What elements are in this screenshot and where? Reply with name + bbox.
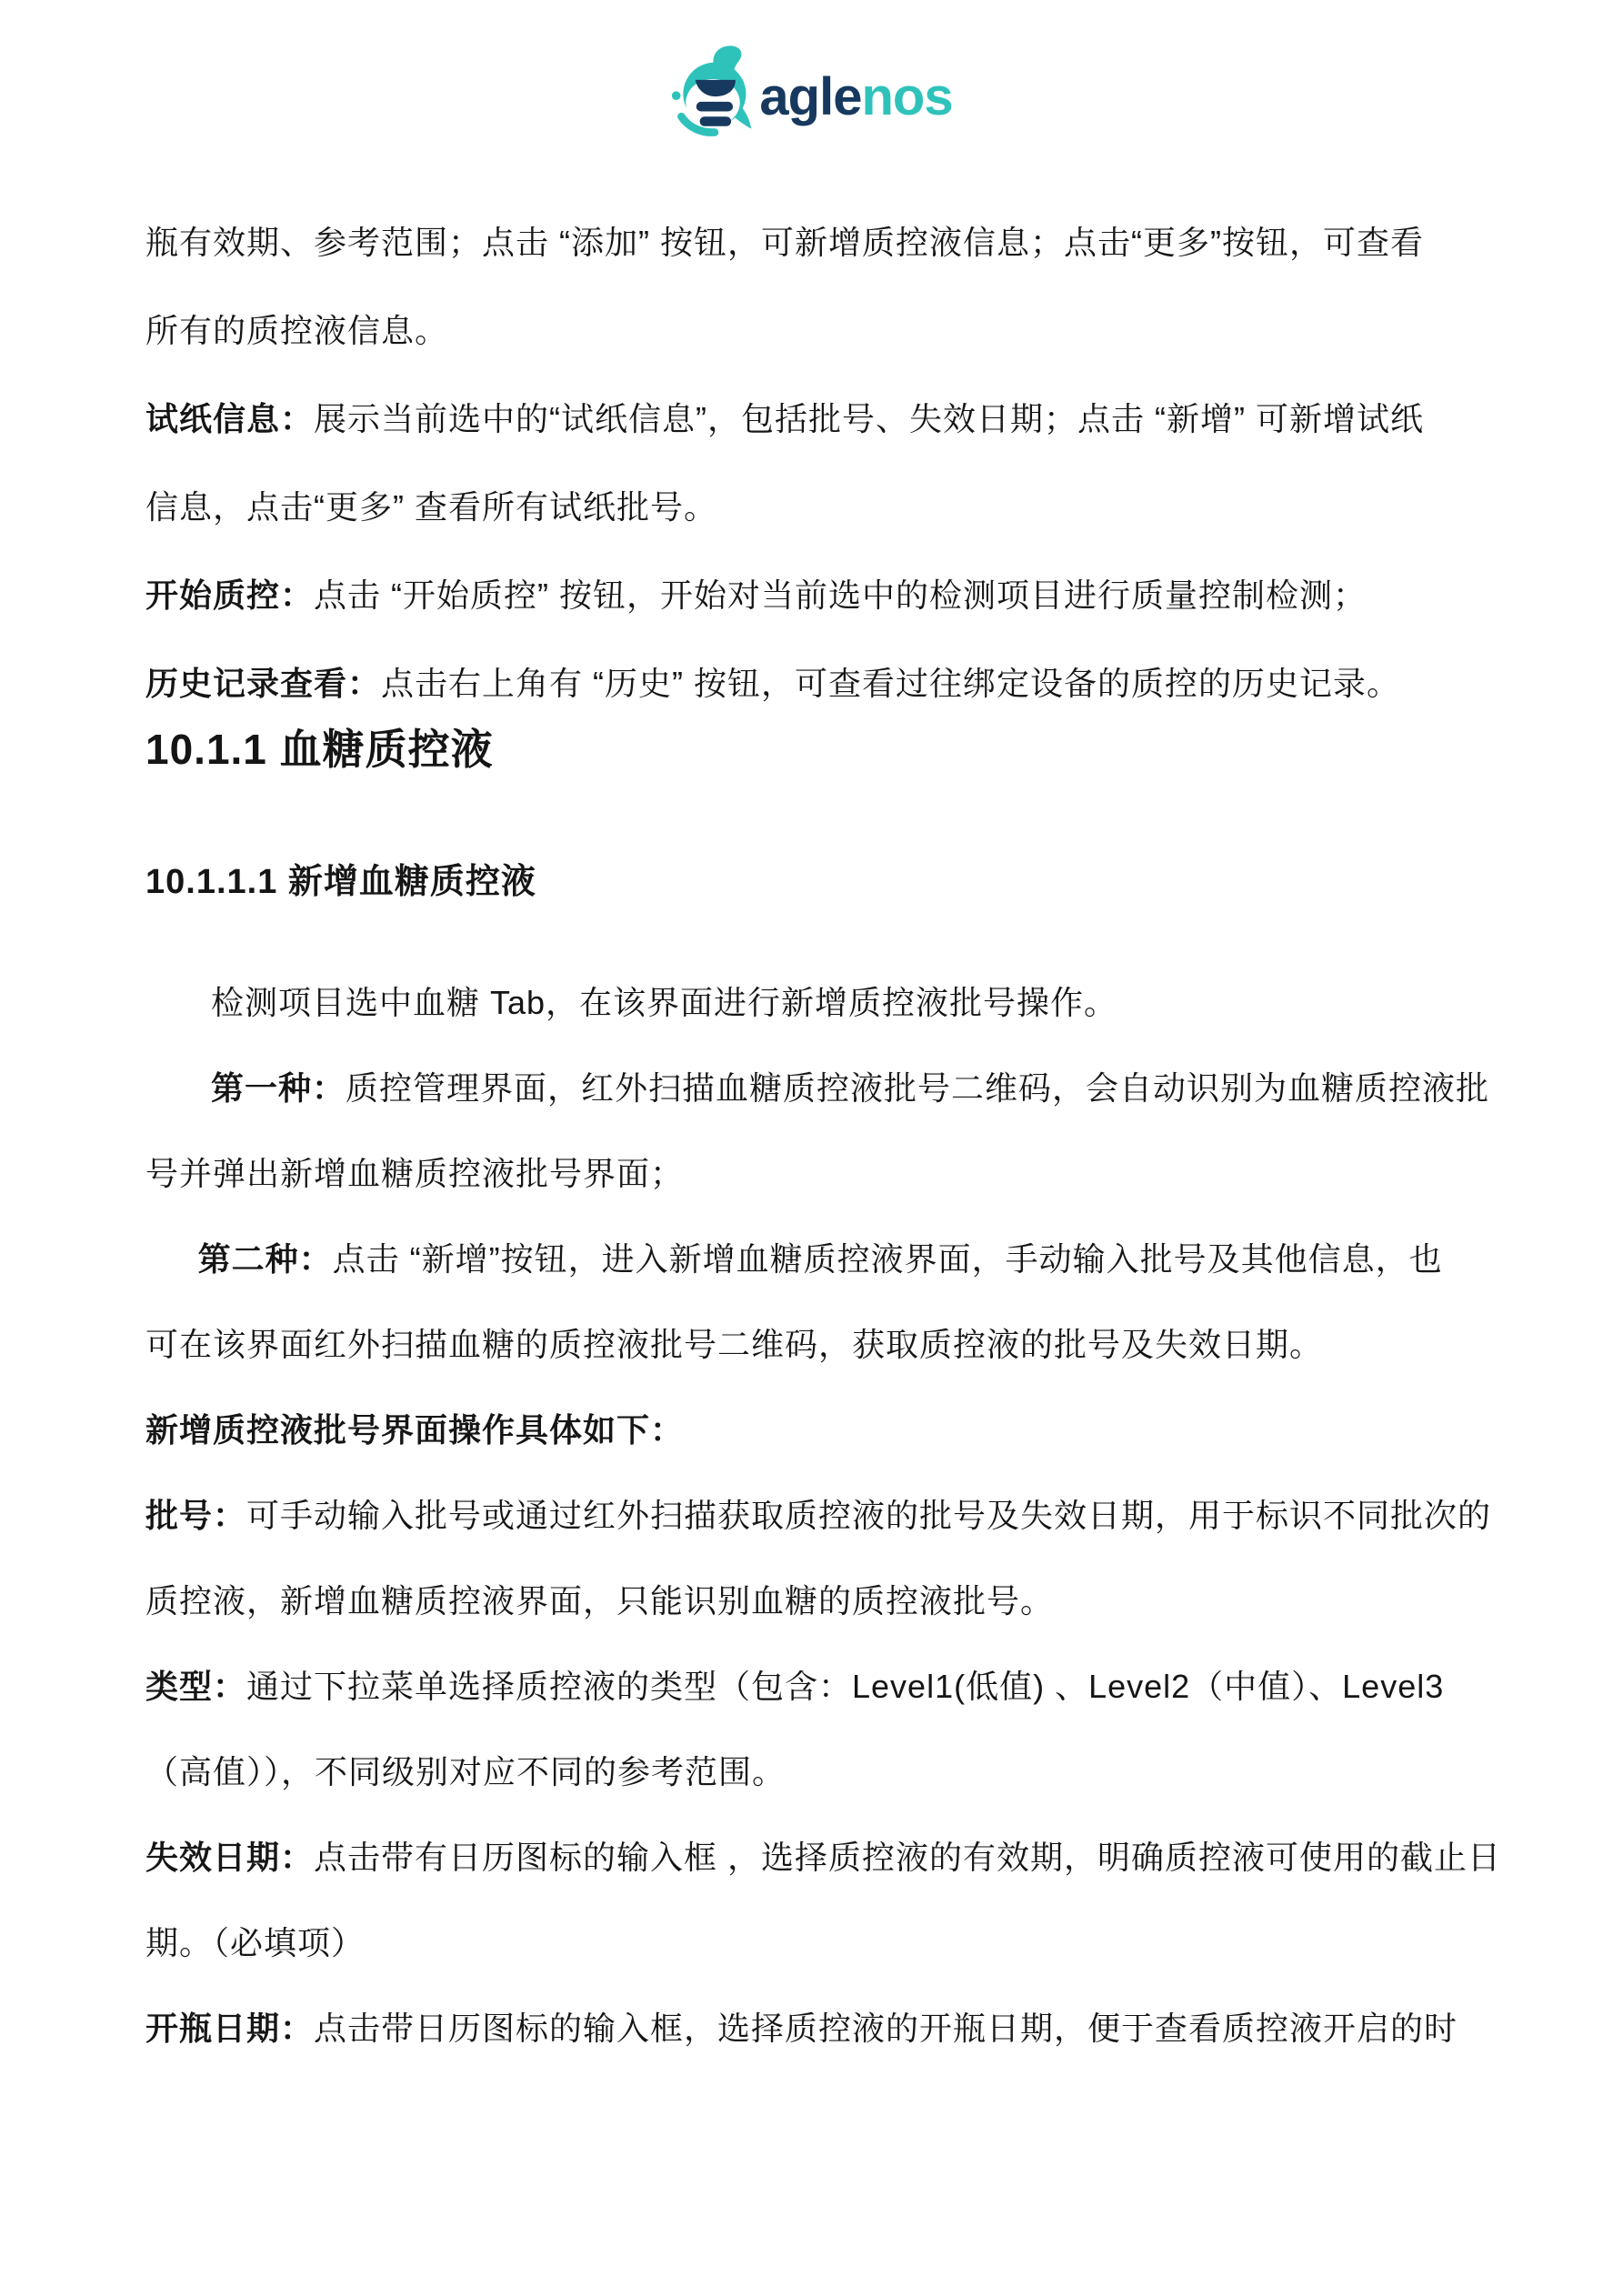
paragraph-text: 期。（必填项） — [145, 1923, 366, 1961]
paragraph-line — [145, 1898, 1532, 1983]
paragraph-text: 点击 “新增”按钮，进入新增血糖质控液界面，手动输入批号及其他信息，也 — [332, 1239, 1443, 1278]
paragraph-text: 展示当前选中的“试纸信息”，包括批号、失效日期；点击 “新增” 可新增试纸 — [314, 400, 1424, 437]
brand-suffix: nos — [861, 67, 953, 126]
paragraph-lead: 开始质控： — [145, 577, 315, 614]
paragraph-line — [145, 1214, 1532, 1299]
paragraph-line — [145, 285, 1532, 373]
paragraph-text: 点击带日历图标的输入框，选择质控液的开瓶日期，便于查看质控液开启的时 — [314, 2009, 1458, 2047]
body-paragraphs — [145, 958, 1532, 2069]
paragraph-line — [145, 1043, 1532, 1128]
paragraph-line — [145, 1385, 1532, 1470]
paragraph-text: 可在该界面红外扫描血糖的质控液批号二维码，获取质控液的批号及失效日期。 — [145, 1325, 1324, 1363]
paragraph-line — [145, 1299, 1532, 1385]
paragraph-line — [145, 958, 1532, 1043]
paragraph-lead: 批号： — [145, 1496, 247, 1534]
paragraph-line — [145, 1983, 1532, 2069]
paragraph-text: 号并弹出新增血糖质控液批号界面； — [145, 1154, 685, 1192]
paragraph-text: 通过下拉菜单选择质控液的类型（包含：Level1(低值) 、Level2（中值）、Level3 — [246, 1667, 1445, 1705]
paragraph-text: 点击 “开始质控” 按钮，开始对当前选中的检测项目进行质量控制检测； — [314, 577, 1367, 614]
brand-prefix: agle — [759, 67, 862, 126]
paragraph-text: 点击带有日历图标的输入框 ，选择质控液的有效期，明确质控液可使用的截止日 — [314, 1838, 1502, 1876]
brand-wordmark — [759, 67, 953, 126]
paragraph-lead: 第一种： — [211, 1068, 346, 1107]
section-heading: 10.1.1 血糖质控液 — [145, 726, 494, 773]
paragraph-lead: 开瓶日期： — [145, 2009, 315, 2047]
paragraph-text: 瓶有效期、参考范围；点击 “添加” 按钮，可新增质控液信息；点击“更多”按钮，可查看 — [145, 224, 1424, 261]
paragraph-line — [145, 1641, 1532, 1727]
logo-e-icon — [670, 42, 757, 136]
paragraph-line — [145, 1556, 1532, 1641]
paragraph-line — [145, 1470, 1532, 1556]
paragraph-lead: 第二种： — [197, 1239, 333, 1278]
paragraph-lead: 失效日期： — [145, 1838, 315, 1876]
paragraph-line — [145, 637, 1532, 726]
paragraph-text: 信息，点击“更多” 查看所有试纸批号。 — [145, 488, 717, 526]
paragraph-text: 所有的质控液信息。 — [145, 312, 449, 349]
paragraph-line — [145, 1727, 1532, 1812]
paragraph-lead: 类型： — [145, 1667, 247, 1705]
paragraph-text: 质控管理界面，红外扫描血糖质控液批号二维码，会自动识别为血糖质控液批 — [346, 1068, 1490, 1107]
paragraph-text: 质控液，新增血糖质控液界面，只能识别血糖的质控液批号。 — [145, 1581, 1055, 1619]
paragraph-text: （高值）），不同级别对应不同的参考范围。 — [145, 1752, 786, 1790]
paragraph-line — [145, 549, 1532, 637]
paragraph-lead: 新增质控液批号界面操作具体如下： — [145, 1410, 685, 1449]
paragraph-text: 检测项目选中血糖 Tab，在该界面进行新增质控液批号操作。 — [211, 983, 1118, 1021]
paragraph-text: 点击右上角有 “历史” 按钮，可查看过往绑定设备的质控的历史记录。 — [381, 665, 1400, 702]
intro-paragraphs — [145, 196, 1532, 726]
logo — [670, 35, 952, 136]
paragraph-line — [145, 1128, 1532, 1214]
paragraph-lead: 试纸信息： — [145, 400, 315, 437]
paragraph-line — [145, 373, 1532, 461]
paragraph-lead: 历史记录查看： — [145, 665, 382, 702]
paragraph-text: 可手动输入批号或通过红外扫描获取质控液的批号及失效日期，用于标识不同批次的 — [246, 1496, 1492, 1534]
paragraph-line — [145, 196, 1532, 285]
paragraph-line — [145, 1812, 1532, 1898]
paragraph-line — [145, 461, 1532, 549]
subsection-heading: 10.1.1.1 新增血糖质控液 — [145, 863, 536, 901]
